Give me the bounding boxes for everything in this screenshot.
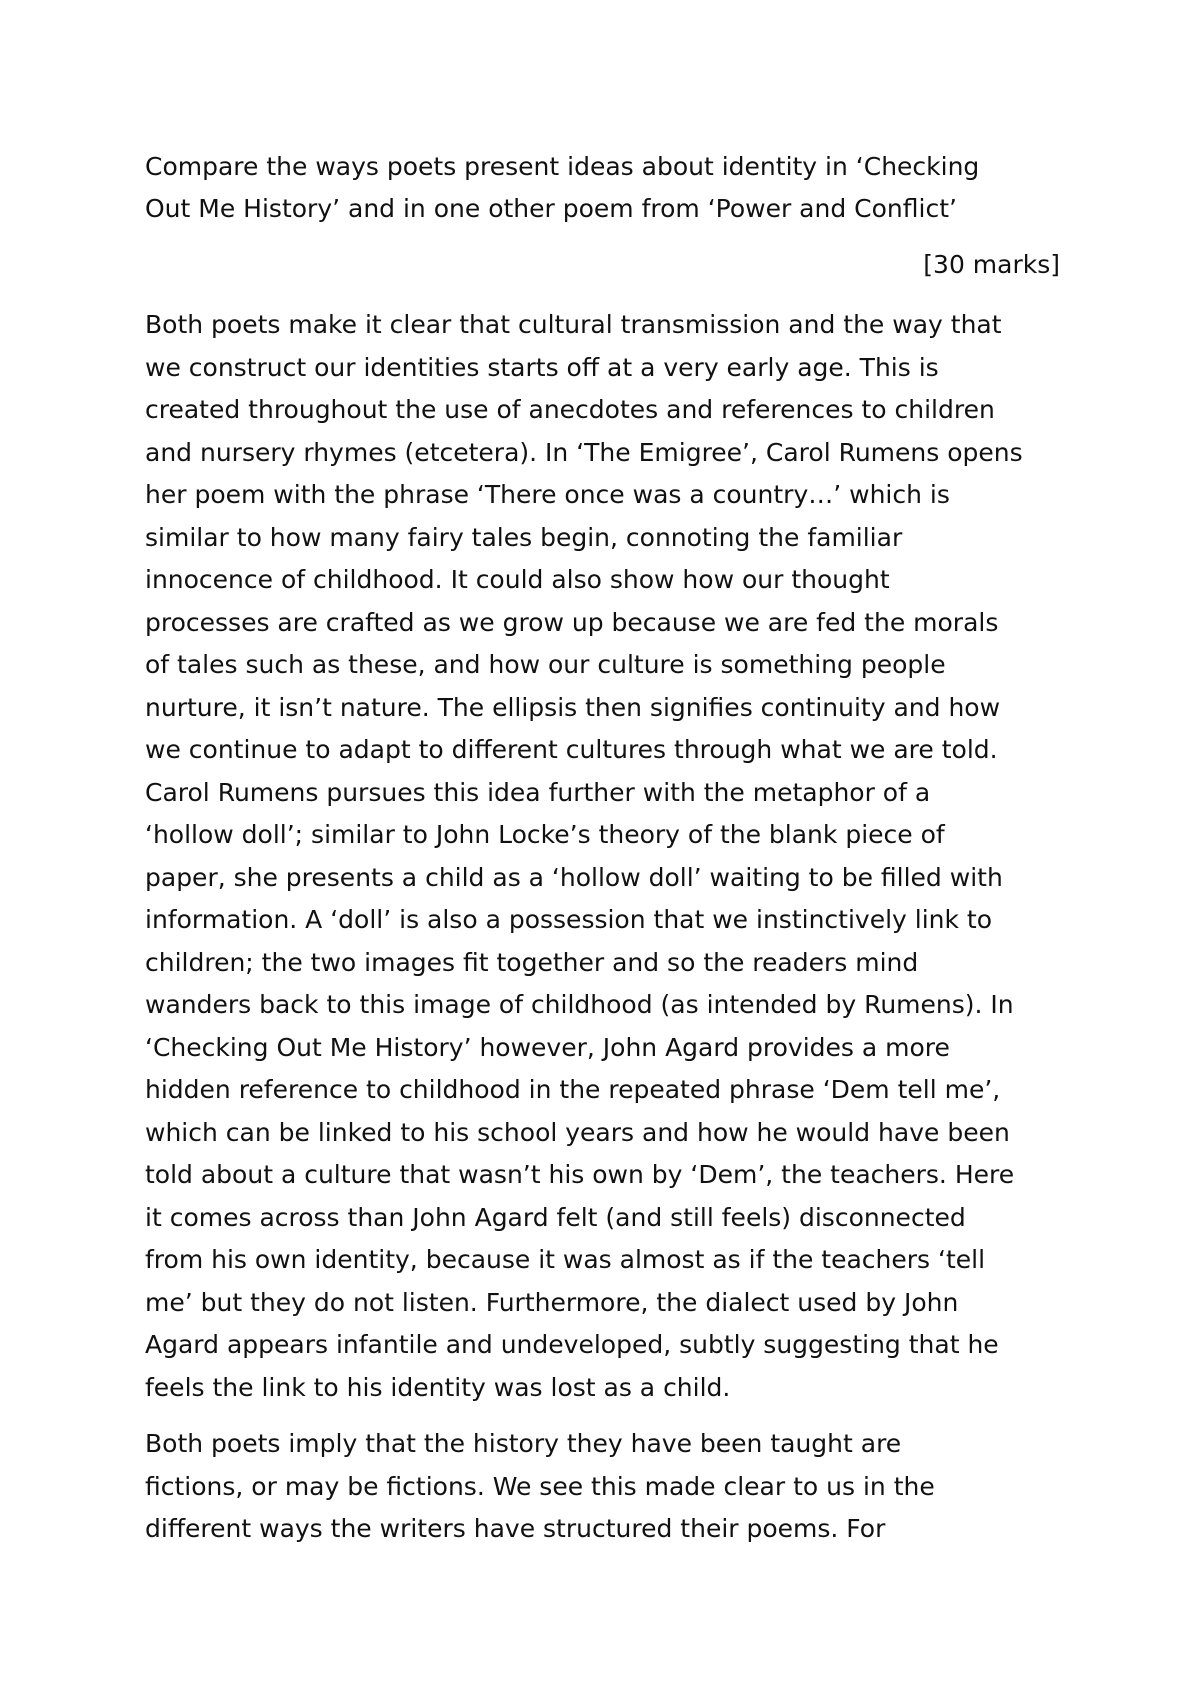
text-line: nurture, it isn’t nature. The ellipsis then signifies continuity and how bbox=[145, 692, 1001, 722]
text-line: her poem with the phrase ‘There once was a country…’ which is bbox=[145, 480, 950, 509]
text-line: Both poets make it clear that cultural transmission and the way that bbox=[145, 310, 1002, 339]
text-line: of tales such as these, and how our culture is something people bbox=[145, 650, 946, 679]
text-line: me’ but they do not listen. Furthermore, the dialect used by John bbox=[145, 1287, 959, 1317]
text-line: paper, she presents a child as a ‘hollow doll’ waiting to be filled with bbox=[145, 862, 1003, 892]
text-line: ‘Checking Out Me History’ however, John Agard provides a more bbox=[145, 1032, 950, 1062]
text-line: similar to how many fairy tales begin, connoting the familiar bbox=[145, 522, 903, 552]
essay-question bbox=[145, 146, 1060, 230]
text-line: different ways the writers have structured their poems. For bbox=[145, 1514, 886, 1543]
question-line: Out Me History’ and in one other poem from ‘Power and Conflict’ bbox=[145, 194, 957, 223]
text-line: and nursery rhymes (etcetera). In ‘The Emigree’, Carol Rumens opens bbox=[145, 437, 1023, 467]
text-line: it comes across than John Agard felt (and still feels) disconnected bbox=[145, 1202, 966, 1232]
text-line: wanders back to this image of childhood (as intended by Rumens). In bbox=[145, 990, 1014, 1019]
text-line: children; the two images fit together and so the readers mind bbox=[145, 947, 919, 977]
text-line: information. A ‘doll’ is also a possession that we instinctively link to bbox=[145, 905, 993, 934]
text-line: ‘hollow doll’; similar to John Locke’s theory of the blank piece of bbox=[145, 820, 945, 849]
text-line: from his own identity, because it was almost as if the teachers ‘tell bbox=[145, 1245, 986, 1274]
text-line: Agard appears infantile and undeveloped, subtly suggesting that he bbox=[145, 1330, 999, 1359]
text-line: which can be linked to his school years and how he would have been bbox=[145, 1117, 1010, 1147]
text-line: hidden reference to childhood in the repeated phrase ‘Dem tell me’, bbox=[145, 1075, 1001, 1104]
text-line: fictions, or may be fictions. We see this made clear to us in the bbox=[145, 1471, 935, 1501]
paragraph-1 bbox=[145, 304, 1060, 1409]
paragraph-2 bbox=[145, 1423, 1060, 1551]
document-body bbox=[145, 146, 1060, 1551]
text-line: Carol Rumens pursues this idea further with the metaphor of a bbox=[145, 777, 931, 807]
text-line: we construct our identities starts off at a very early age. This is bbox=[145, 352, 939, 382]
text-line: feels the link to his identity was lost as a child. bbox=[145, 1372, 731, 1402]
text-line: processes are crafted as we grow up because we are fed the morals bbox=[145, 607, 999, 637]
text-line: Both poets imply that the history they have been taught are bbox=[145, 1429, 902, 1458]
text-line: we continue to adapt to different cultures through what we are told. bbox=[145, 735, 998, 764]
text-line: innocence of childhood. It could also show how our thought bbox=[145, 565, 890, 594]
marks-label: [30 marks] bbox=[923, 250, 1060, 279]
text-line: created throughout the use of anecdotes and references to children bbox=[145, 395, 995, 424]
question-line: Compare the ways poets present ideas about identity in ‘Checking bbox=[145, 152, 980, 181]
text-line: told about a culture that wasn’t his own by ‘Dem’, the teachers. Here bbox=[145, 1160, 1015, 1189]
